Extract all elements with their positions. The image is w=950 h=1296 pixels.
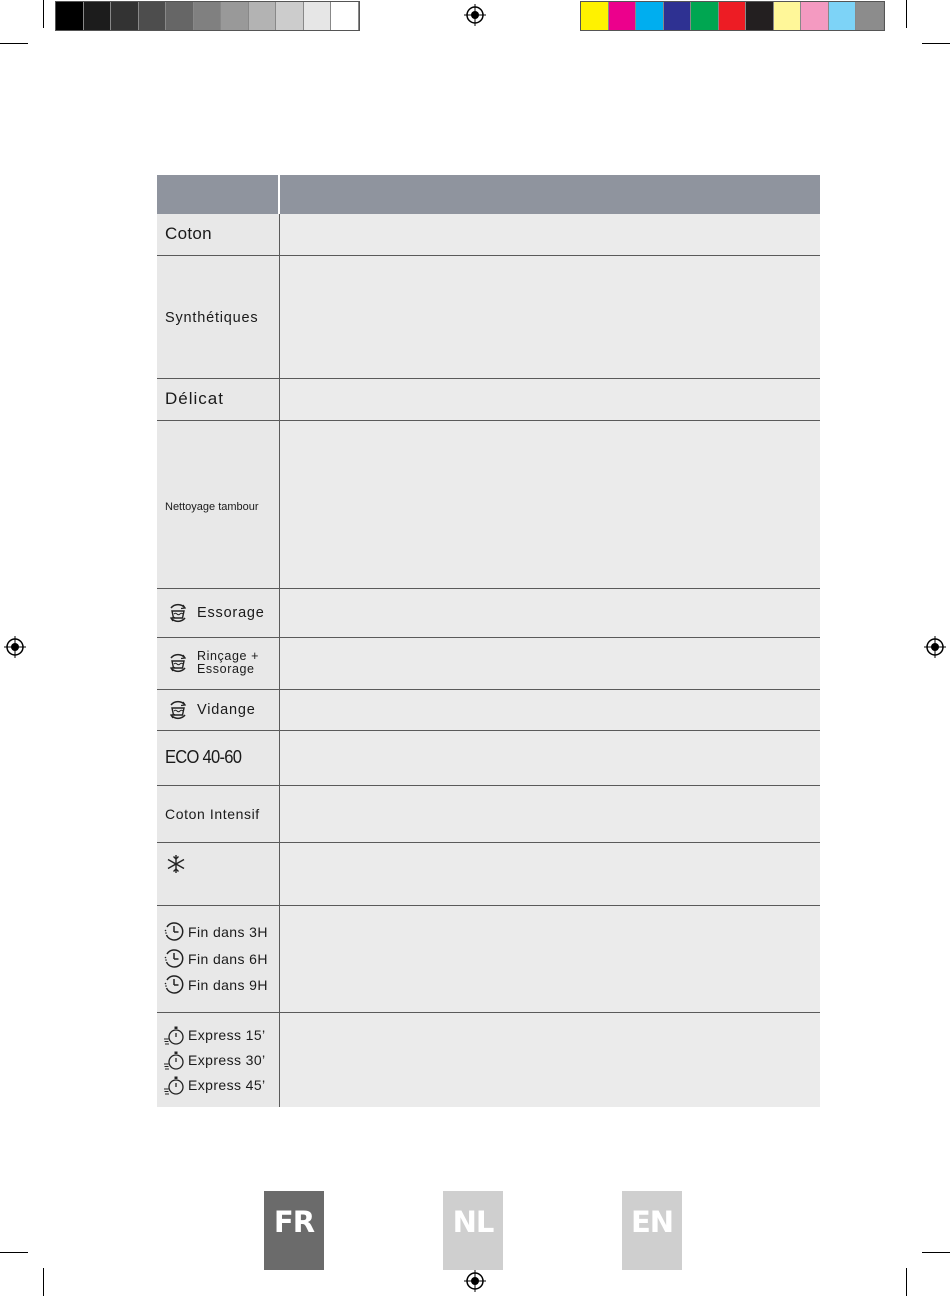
calibration-swatch xyxy=(746,2,774,30)
calibration-swatch xyxy=(166,2,194,30)
program-label: Express 15’ xyxy=(188,1026,266,1043)
calibration-swatch xyxy=(84,2,112,30)
program-label: Fin dans 6H xyxy=(188,950,268,967)
spin-tub-icon xyxy=(165,650,191,676)
spin-tub-icon xyxy=(165,697,191,723)
program-description-cell xyxy=(279,588,820,637)
program-label: ECO 40-60 xyxy=(165,747,242,767)
program-label-line1: Rinçage + xyxy=(197,649,260,663)
table-row xyxy=(157,214,820,255)
program-description-cell xyxy=(279,255,820,378)
calibration-swatch xyxy=(856,2,884,30)
crop-mark xyxy=(43,1268,44,1296)
calibration-swatch xyxy=(56,2,84,30)
program-label: Nettoyage tambour xyxy=(165,500,259,513)
table-row xyxy=(157,1012,820,1107)
calibration-swatch xyxy=(221,2,249,30)
header-program-cell xyxy=(157,175,279,214)
program-description-cell xyxy=(279,842,820,905)
calibration-swatch xyxy=(636,2,664,30)
registration-mark-icon xyxy=(924,636,946,658)
program-label: Coton Intensif xyxy=(165,806,260,822)
program-label: Délicat xyxy=(165,389,224,408)
program-name-cell xyxy=(157,378,279,420)
program-description-cell xyxy=(279,420,820,588)
calibration-swatch xyxy=(139,2,167,30)
program-name-cell xyxy=(157,420,279,588)
table-row xyxy=(157,378,820,420)
program-label: Essorage xyxy=(197,604,265,621)
delay-timer-icon xyxy=(163,974,185,996)
color-calibration-bar xyxy=(580,1,885,31)
program-description-cell xyxy=(279,214,820,255)
calibration-swatch xyxy=(194,2,222,30)
program-name-cell xyxy=(157,255,279,378)
program-description-cell xyxy=(279,905,820,1012)
table-row xyxy=(157,255,820,378)
program-description-cell xyxy=(279,689,820,730)
spin-tub-icon xyxy=(165,600,191,626)
program-name-cell xyxy=(157,905,279,1012)
calibration-swatch xyxy=(111,2,139,30)
registration-mark-icon xyxy=(464,4,486,26)
language-tab-nl[interactable] xyxy=(443,1191,503,1270)
program-name-cell xyxy=(157,730,279,785)
header-description-cell xyxy=(279,175,820,214)
table-row xyxy=(157,588,820,637)
program-name-cell xyxy=(157,842,279,905)
table-row xyxy=(157,637,820,689)
table-row xyxy=(157,730,820,785)
program-name-cell xyxy=(157,214,279,255)
program-description-cell xyxy=(279,785,820,842)
program-label-line2: Essorage xyxy=(197,662,255,676)
program-label: Fin dans 9H xyxy=(188,977,268,993)
program-label: Vidange xyxy=(197,701,256,718)
program-label: Coton xyxy=(165,224,212,244)
program-name-cell xyxy=(157,1012,279,1107)
program-label: Express 30’ xyxy=(188,1051,266,1068)
program-label: Synthétiques xyxy=(165,310,259,326)
table-row xyxy=(157,785,820,842)
grayscale-calibration-bar xyxy=(55,1,360,31)
delay-timer-icon xyxy=(163,921,185,943)
program-name-cell xyxy=(157,588,279,637)
crop-mark xyxy=(0,1252,28,1253)
table-row xyxy=(157,689,820,730)
calibration-swatch xyxy=(801,2,829,30)
program-table xyxy=(157,175,820,1107)
table-header xyxy=(157,175,820,214)
program-label: Express 45’ xyxy=(188,1076,266,1093)
calibration-swatch xyxy=(691,2,719,30)
express-stopwatch-icon xyxy=(163,1024,185,1046)
table-row xyxy=(157,420,820,588)
program-description-cell xyxy=(279,637,820,689)
crop-mark xyxy=(43,0,44,28)
crop-mark xyxy=(0,43,28,44)
program-name-cell xyxy=(157,689,279,730)
crop-mark xyxy=(906,1268,907,1296)
calibration-swatch xyxy=(719,2,747,30)
calibration-swatch xyxy=(829,2,857,30)
crop-mark xyxy=(922,1252,950,1253)
program-name-cell xyxy=(157,785,279,842)
calibration-swatch xyxy=(249,2,277,30)
delay-timer-icon xyxy=(163,948,185,970)
registration-mark-icon xyxy=(4,636,26,658)
language-tab-fr[interactable] xyxy=(264,1191,324,1270)
express-stopwatch-icon xyxy=(163,1074,185,1096)
program-description-cell xyxy=(279,378,820,420)
registration-mark-icon xyxy=(464,1270,486,1292)
program-description-cell xyxy=(279,1012,820,1107)
language-tab-label: FR xyxy=(273,1205,315,1239)
express-stopwatch-icon xyxy=(163,1049,185,1071)
crop-mark xyxy=(922,43,950,44)
language-tab-label: NL xyxy=(452,1205,494,1239)
program-name-cell xyxy=(157,637,279,689)
crop-mark xyxy=(906,0,907,28)
calibration-swatch xyxy=(276,2,304,30)
table-row xyxy=(157,905,820,1012)
calibration-swatch xyxy=(609,2,637,30)
language-tab-label: EN xyxy=(630,1205,674,1239)
calibration-swatch xyxy=(331,2,359,30)
program-label: Fin dans 3H xyxy=(188,924,268,940)
calibration-swatch xyxy=(774,2,802,30)
language-tab-en[interactable] xyxy=(622,1191,682,1270)
snowflake-icon xyxy=(165,853,187,875)
calibration-swatch xyxy=(304,2,332,30)
program-description-cell xyxy=(279,730,820,785)
calibration-swatch xyxy=(581,2,609,30)
calibration-swatch xyxy=(664,2,692,30)
table-row xyxy=(157,842,820,905)
